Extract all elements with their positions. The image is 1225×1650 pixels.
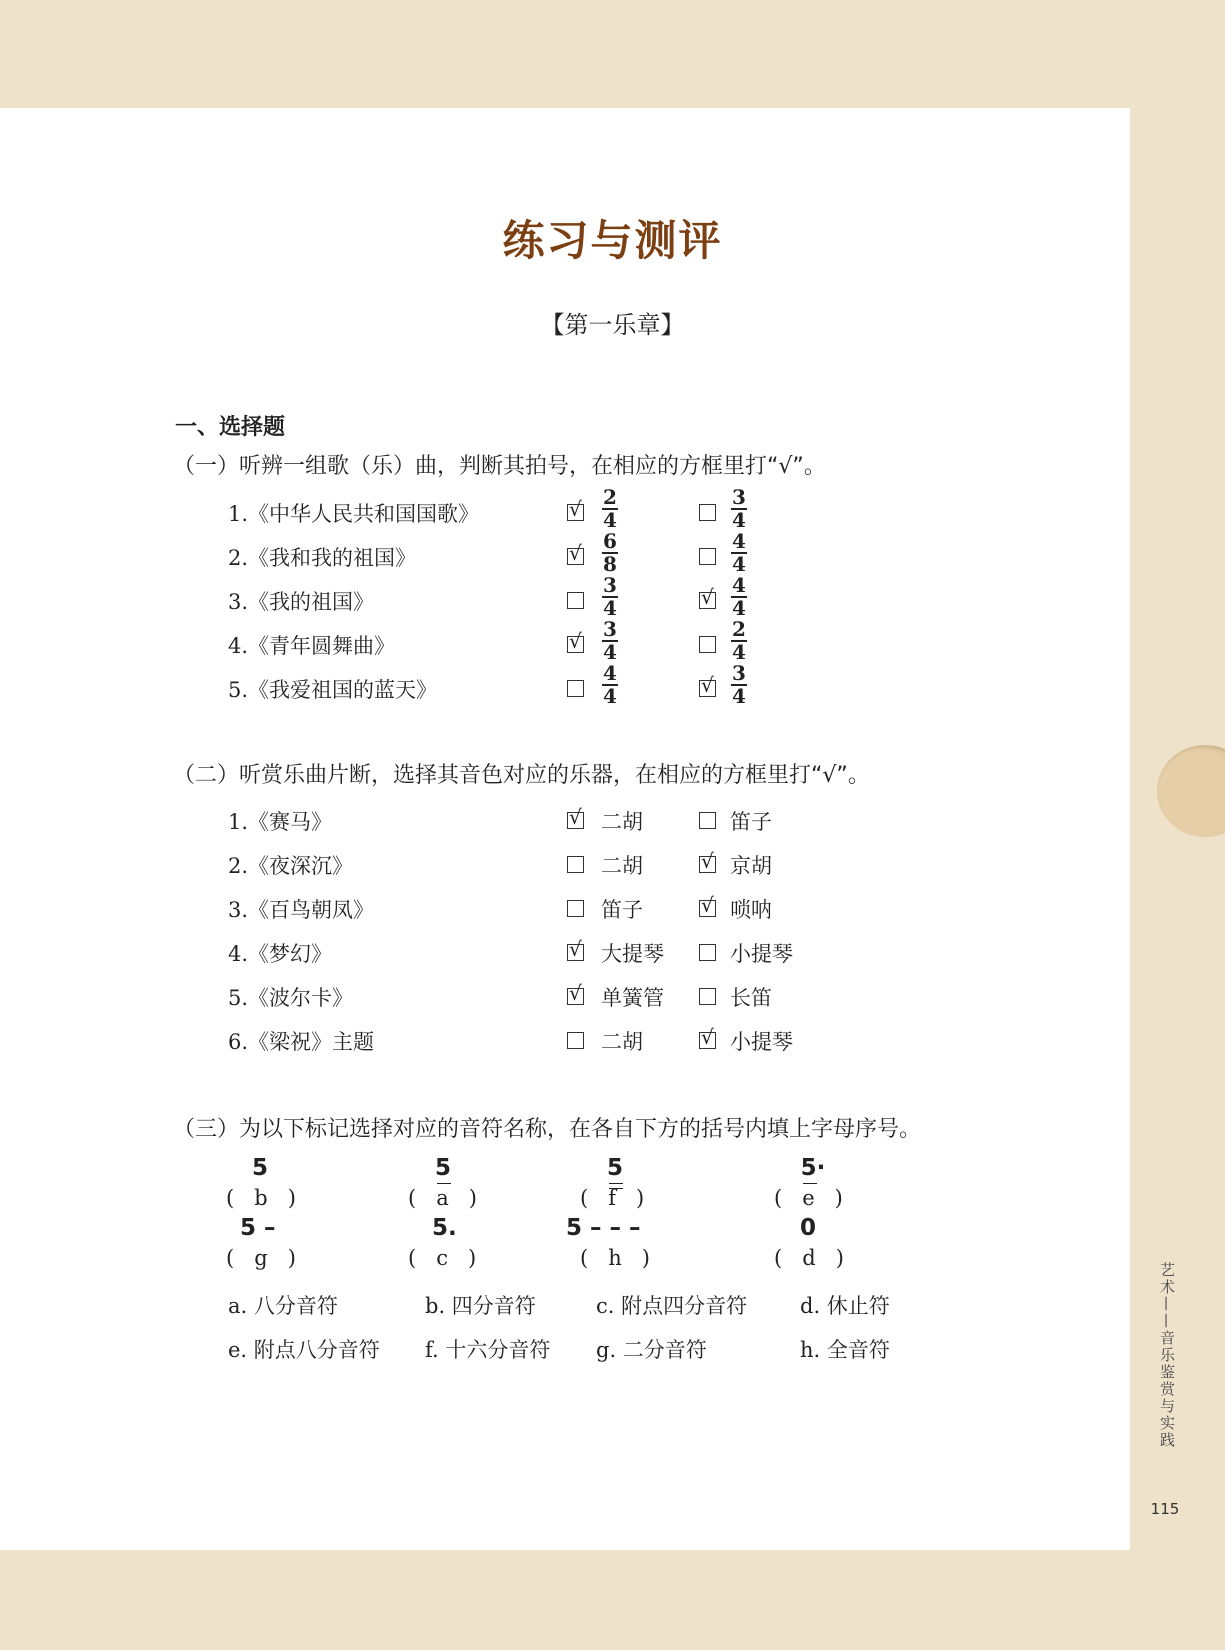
q1-item-label: 3.《我的祖国》	[228, 590, 375, 614]
instrument-option-b: 京胡	[730, 854, 772, 878]
checkbox-option-b[interactable]	[699, 680, 716, 697]
checkbox-option-b[interactable]	[699, 636, 716, 653]
side-tab	[1157, 745, 1225, 837]
legend-item: b. 四分音符	[425, 1294, 536, 1318]
q1-item	[0, 617, 1130, 664]
page-number: 115	[1150, 1500, 1180, 1518]
time-signature-a: 4 4	[603, 661, 617, 708]
legend-item: d. 休止符	[800, 1294, 890, 1318]
legend-item: f. 十六分音符	[425, 1338, 551, 1362]
checkbox-option-b[interactable]	[699, 900, 716, 917]
answer-paren: ( f )	[580, 1186, 645, 1210]
checkbox-option-a[interactable]	[567, 1032, 584, 1049]
q2-item	[0, 800, 1130, 840]
answer-paren: ( h )	[580, 1246, 650, 1270]
answer-paren: ( b )	[226, 1186, 296, 1210]
answer-paren: ( a )	[408, 1186, 477, 1210]
checkbox-option-a[interactable]	[567, 900, 584, 917]
book-series-label: 艺术——音乐鉴赏与实践	[1158, 1262, 1176, 1449]
checkbox-option-b[interactable]	[699, 592, 716, 609]
underline	[803, 1183, 817, 1184]
q2-item-label: 4.《梦幻》	[228, 942, 333, 966]
q2-item	[0, 932, 1130, 972]
note-whole: 5 – – –	[566, 1215, 641, 1241]
time-signature-b: 2 4	[732, 617, 746, 664]
checkbox-option-a[interactable]	[567, 548, 584, 565]
instrument-option-a: 单簧管	[601, 986, 664, 1010]
q1-item-label: 1.《中华人民共和国国歌》	[228, 502, 480, 526]
legend-item: g. 二分音符	[596, 1338, 707, 1362]
q2-item	[0, 888, 1130, 928]
note-dotted-eighth: 5·	[800, 1155, 826, 1181]
answer-paren: ( g )	[226, 1246, 296, 1270]
q1-item-label: 4.《青年圆舞曲》	[228, 634, 396, 658]
time-signature-b: 3 4	[732, 661, 746, 708]
checkbox-option-b[interactable]	[699, 988, 716, 1005]
checkbox-option-b[interactable]	[699, 548, 716, 565]
instrument-option-b: 小提琴	[730, 942, 793, 966]
q1-item	[0, 529, 1130, 576]
checkbox-option-a[interactable]	[567, 680, 584, 697]
q2-item	[0, 844, 1130, 884]
time-signature-b: 4 4	[732, 529, 746, 576]
checkbox-option-a[interactable]	[567, 944, 584, 961]
checkbox-option-a[interactable]	[567, 812, 584, 829]
time-signature-a: 3 4	[603, 617, 617, 664]
section-heading: 一、选择题	[175, 414, 286, 440]
q1-item	[0, 485, 1130, 532]
checkbox-option-a[interactable]	[567, 504, 584, 521]
instrument-option-b: 唢呐	[730, 898, 772, 922]
note-rest: 0	[800, 1215, 817, 1241]
checkbox-option-b[interactable]	[699, 1032, 716, 1049]
q1-item-label: 5.《我爱祖国的蓝天》	[228, 678, 438, 702]
note-quarter: 5	[251, 1155, 268, 1181]
instrument-option-a: 笛子	[601, 898, 643, 922]
note-sixteenth: 5	[606, 1155, 623, 1181]
q2-item	[0, 1020, 1130, 1060]
checkbox-option-b[interactable]	[699, 944, 716, 961]
answer-paren: ( e )	[774, 1186, 843, 1210]
note-eighth: 5	[434, 1155, 451, 1181]
instrument-option-a: 大提琴	[601, 942, 664, 966]
instrument-option-a: 二胡	[601, 1030, 643, 1054]
legend-item: e. 附点八分音符	[228, 1338, 380, 1362]
checkbox-option-a[interactable]	[567, 636, 584, 653]
time-signature-b: 4 4	[732, 573, 746, 620]
answer-paren: ( c )	[408, 1246, 477, 1270]
instrument-option-a: 二胡	[601, 810, 643, 834]
time-signature-a: 3 4	[603, 573, 617, 620]
chapter-heading: 【第一乐章】	[540, 311, 685, 339]
checkbox-option-a[interactable]	[567, 856, 584, 873]
q1-item	[0, 573, 1130, 620]
underline	[609, 1183, 623, 1184]
q2-item-label: 6.《梁祝》主题	[228, 1030, 375, 1054]
time-signature-a: 2 4	[603, 485, 617, 532]
q2-item	[0, 976, 1130, 1016]
instrument-option-b: 笛子	[730, 810, 772, 834]
checkbox-option-b[interactable]	[699, 856, 716, 873]
underline	[437, 1183, 451, 1184]
checkbox-option-a[interactable]	[567, 592, 584, 609]
instrument-option-b: 小提琴	[730, 1030, 793, 1054]
time-signature-b: 3 4	[732, 485, 746, 532]
checkbox-option-b[interactable]	[699, 812, 716, 829]
q2-item-label: 1.《赛马》	[228, 810, 333, 834]
question-2-title: （二）听赏乐曲片断，选择其音色对应的乐器，在相应的方框里打“√”。	[173, 763, 870, 788]
checkbox-option-a[interactable]	[567, 988, 584, 1005]
note-half: 5 –	[240, 1215, 276, 1241]
legend-item: h. 全音符	[800, 1338, 890, 1362]
question-3-title: （三）为以下标记选择对应的音符名称，在各自下方的括号内填上字母序号。	[173, 1117, 922, 1142]
instrument-option-b: 长笛	[730, 986, 772, 1010]
q1-item	[0, 661, 1130, 708]
question-1-title: （一）听辨一组歌（乐）曲，判断其拍号，在相应的方框里打“√”。	[173, 454, 826, 479]
instrument-option-a: 二胡	[601, 854, 643, 878]
checkbox-option-b[interactable]	[699, 504, 716, 521]
legend-item: a. 八分音符	[228, 1294, 338, 1318]
note-dotted-quarter: 5.	[432, 1215, 457, 1241]
page-title: 练习与测评	[502, 216, 723, 265]
q2-item-label: 3.《百鸟朝凤》	[228, 898, 375, 922]
q2-item-label: 2.《夜深沉》	[228, 854, 354, 878]
q2-item-label: 5.《波尔卡》	[228, 986, 354, 1010]
q1-item-label: 2.《我和我的祖国》	[228, 546, 417, 570]
answer-paren: ( d )	[774, 1246, 844, 1270]
time-signature-a: 6 8	[603, 529, 617, 576]
legend-item: c. 附点四分音符	[596, 1294, 748, 1318]
